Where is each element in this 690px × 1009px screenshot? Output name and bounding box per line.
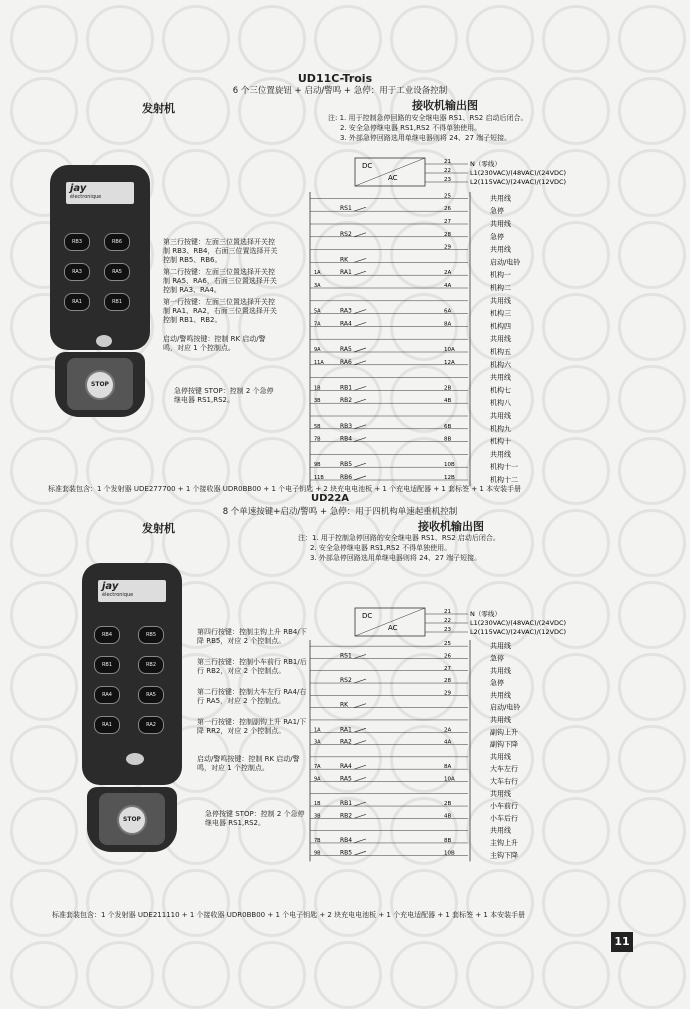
brand-sub: électronique [70,194,102,200]
relay-contact [354,399,366,403]
relay-label: RK [340,256,349,264]
function-label: 机构二 [490,284,511,292]
relay-label: RB2 [340,812,353,820]
terminal-number: 29 [444,690,451,697]
terminal-label-left: 1B [314,385,321,392]
relay-label: RA2 [340,738,352,746]
button-rb6[interactable]: RB6 [104,233,130,251]
function-label: 机构十二 [490,476,518,484]
function-label: 共用线 [490,450,511,459]
ac-label: AC [388,174,398,182]
annotation: 启动/警鸣按键：控制 RK 启动/警鸣，对应 1 个控制点。 [163,335,266,352]
button-ra2[interactable]: RA2 [138,716,164,734]
terminal-number: 23 [444,177,451,183]
notes-1 [328,113,628,143]
function-label: 共用线 [490,715,511,724]
terminal-label-left: 1B [314,801,321,808]
relay-contact [354,777,366,781]
terminal-label-left: 3B [314,398,321,405]
terminal-number: 4B [444,398,452,405]
relay-label: RB1 [340,384,353,392]
button-rb1[interactable]: RB1 [94,656,120,674]
terminal-number: 8B [444,436,452,443]
brand-plate [98,580,166,602]
subtitle-2: 8 个单速按键+启动/警鸣 + 急停：用于四机构单速起重机控制 [222,507,458,517]
relay-label: RA1 [340,269,352,277]
brand-sub: électronique [102,592,134,598]
function-label: 启动/电铃 [490,703,521,712]
relay-label: RB2 [340,397,353,405]
relay-label: RS1 [340,652,352,660]
watermark-circle [162,437,230,505]
terminal-number: 10A [444,347,455,353]
relay-label: RB3 [340,422,353,430]
transmitter-handle-2 [87,787,177,852]
package-contents-1: 标准套装包含：1 个发射器 UDE277700 + 1 个接收器 UDR0BB00 + 1 个电子钥匙 + 2 块充电电池板 + 1 个充电适配器 + 1 套标签 + 1 本安装手册 [48,485,522,493]
terminal-number: 4A [444,739,452,746]
terminal-label-left: 7B [314,837,321,844]
function-label: 小车前行 [490,802,518,811]
terminal-number: 22 [444,168,451,174]
terminal-label-left: 7B [314,436,321,443]
watermark-circle [314,869,382,937]
terminal-number: 29 [444,244,451,251]
watermark-circle [10,725,78,793]
power-function-label: L2(115VAC)/(24VAC)/(12VDC) [470,628,567,636]
watermark-circle [542,5,610,73]
terminal-number: 6A [444,308,452,315]
note-line: 3. 外部急停回路选用单继电器则将 24、27 端子短接。 [310,554,482,562]
power-function-label: L2(115VAC)/(24VAC)/(12VDC) [470,178,567,186]
function-label: 大车左行 [490,765,518,774]
relay-label: RA4 [340,763,352,771]
watermark-circle [618,77,686,145]
function-label: 机构八 [490,399,511,408]
watermark-circle [86,869,154,937]
function-label: 机构一 [490,271,511,280]
button-rb5[interactable]: RB5 [138,626,164,644]
power-function-label: N（零线） [470,160,501,168]
relay-label: RA5 [340,346,352,353]
watermark-circle [314,5,382,73]
terminal-label-left: 9A [314,776,321,783]
relay-contact [354,463,366,467]
watermark-circle [10,581,78,649]
watermark-circle [10,941,78,1009]
function-label: 主钩下降 [490,851,518,860]
watermark-circle [542,941,610,1009]
relay-contact [354,258,366,262]
relay-contact [354,425,366,429]
model-title-1: UD11C-Trois [297,72,373,85]
function-label: 共用线 [490,752,511,761]
terminal-number: 22 [444,618,451,624]
button-ra5[interactable]: RA5 [104,263,130,281]
watermark-circle [466,941,534,1009]
transmitter-handle-1 [55,352,145,417]
power-function-label: L1(230VAC)/(48VAC)/(24VDC) [470,169,567,177]
dc-label: DC [362,162,373,170]
relay-contact [354,851,366,855]
terminal-number: 8A [444,764,452,771]
relay-contact [354,438,366,442]
annotation: 第一行按键：左面三位置选择开关控制 RA1、RA2，右面三位置选择开关控制 RB1、RB2。 [163,298,277,324]
receiver-wiring-diagram-1 [290,150,660,484]
terminal-number: 25 [444,641,451,648]
annotation: 第四行按键：控制主钩上升 RB4/下降 RB5，对应 2 个控制点。 [197,628,307,645]
function-label: 共用线 [490,373,511,382]
watermark-circle [238,869,306,937]
function-label: 机构五 [490,348,511,356]
terminal-number: 28 [444,231,451,238]
terminal-number: 2A [444,270,452,277]
package-contents-2: 标准套装包含：1 个发射器 UDE211110 + 1 个接收器 UDR0BB00 + 1 个电子钥匙 + 2 块充电电池板 + 1 个充电适配器 + 1 套标签 + 1 本安装手册 [52,911,526,919]
terminal-label-left: 5A [314,308,321,315]
function-label: 共用线 [490,296,511,305]
brand-plate [66,182,134,204]
function-label: 副钩下降 [490,740,518,749]
function-label: 机构十一 [490,463,518,472]
terminal-number: 12B [444,475,455,481]
terminal-label-left: 7A [314,764,321,771]
watermark-circle [162,869,230,937]
transmitter-title-2: 发射机 [142,522,175,535]
watermark-circle [238,5,306,73]
watermark-circle [542,869,610,937]
terminal-label-left: 3B [314,813,321,820]
terminal-number: 10A [444,776,455,783]
function-label: 急停 [490,654,504,663]
relay-contact [354,310,366,314]
terminal-label-left: 7A [314,321,321,328]
watermark-circle [10,77,78,145]
relay-contact [354,322,366,326]
relay-label: RA1 [340,726,352,734]
transmitter-title-1: 发射机 [142,102,175,115]
page-number: 11 [611,932,633,952]
function-label: 机构四 [490,322,511,331]
terminal-number: 12A [444,359,455,366]
button-ra1[interactable]: RA1 [64,293,90,311]
annotation: 第三行按键：控制小车前行 RB1/后行 RB2，对应 2 个控制点。 [197,658,307,675]
annotation: 急停按键 STOP：控制 2 个急停继电器 RS1,RS2。 [174,387,274,404]
watermark-circle [390,869,458,937]
terminal-number: 27 [444,665,451,672]
button-rb3[interactable]: RB3 [64,233,90,251]
button-ra3[interactable]: RA3 [64,263,90,281]
relay-label: RB6 [340,474,353,481]
relay-contact [354,654,366,658]
function-label: 共用线 [490,691,511,700]
start-horn-button[interactable] [96,335,112,347]
function-label: 共用线 [490,220,511,228]
transmitter-body-2 [82,563,182,785]
dc-label: DC [362,612,373,620]
function-label: 启动/电铃 [490,258,521,267]
watermark-circle [466,869,534,937]
function-label: 小车后行 [490,814,518,823]
terminal-number: 4A [444,283,452,289]
watermark-circle [618,869,686,937]
watermark-circle [10,653,78,721]
note-line: 3. 外部急停回路选用单继电器则将 24、27 端子短接。 [340,134,512,142]
relay-label: RS2 [340,230,352,238]
terminal-number: 27 [444,219,451,225]
annotation: 启动/警鸣按键：控制 RK 启动/警鸣，对应 1 个控制点。 [197,755,300,772]
receiver-wiring-diagram-2 [290,600,660,865]
relay-contact [354,741,366,745]
terminal-label-left: 11B [314,475,324,481]
relay-label: RB5 [340,461,353,469]
function-label: 急停 [490,207,504,216]
relay-contact [354,704,366,708]
terminal-number: 23 [444,627,451,633]
terminal-label-left: 1A [314,727,321,734]
stop-button[interactable]: STOP [85,370,115,400]
button-ra5[interactable]: RA5 [138,686,164,704]
terminal-label-left: 11A [314,359,324,366]
notes-2 [298,533,598,563]
relay-contact [354,814,366,818]
terminal-label-left: 1A [314,270,321,277]
terminal-label-left: 9B [314,462,321,469]
power-function-label: N（零线） [470,610,501,618]
function-label: 大车右行 [490,777,518,786]
terminal-label-left: 5B [314,423,321,430]
brand-logo: jay [70,183,87,194]
terminal-label-left: 3A [314,283,321,289]
terminal-label-left: 9A [314,347,321,353]
receiver-title-1: 接收机输出图 [412,99,478,112]
watermark-circle [86,437,154,505]
transmitter-body-1 [50,165,150,350]
watermark-circle [618,509,686,577]
relay-label: RS1 [340,205,352,213]
function-label: 急停 [490,679,504,688]
ac-label: AC [388,624,398,632]
terminal-number: 2B [444,385,452,392]
function-label: 共用线 [490,335,511,344]
terminal-label-left: 9B [314,850,321,857]
terminal-number: 28 [444,678,451,685]
relay-contact [354,386,366,390]
terminal-number: 26 [444,653,451,660]
relay-contact [354,728,366,732]
annotation: 急停按键 STOP：控制 2 个急停继电器 RS1,RS2。 [205,810,305,827]
terminal-number: 26 [444,206,451,213]
function-label: 机构三 [490,309,511,318]
relay-label: RA6 [340,358,352,366]
watermark-circle [466,5,534,73]
function-label: 共用线 [490,789,511,798]
terminal-number: 2A [444,727,452,734]
terminal-number: 10B [444,462,455,469]
function-label: 共用线 [490,194,511,203]
relay-contact [354,765,366,769]
button-rb4[interactable]: RB4 [94,626,120,644]
function-label: 共用线 [490,642,511,651]
annotation: 第三行按键：左面三位置选择开关控制 RB3、RB4，右面三位置选择开关控制 RB5、RB6。 [163,238,278,264]
terminal-number: 6B [444,423,452,430]
receiver-title-2: 接收机输出图 [418,520,484,533]
relay-label: RB4 [340,435,353,443]
relay-contact [354,361,366,365]
terminal-number: 8B [444,837,452,844]
function-label: 机构九 [490,424,511,433]
relay-label: RB5 [340,849,353,857]
note-line: 2. 安全急停继电器 RS1,RS2 不得单独使用。 [340,124,482,132]
button-rb2[interactable]: RB2 [138,656,164,674]
annotation: 第二行按键：左面三位置选择开关控制 RA5、RA6，右面三位置选择开关控制 RA3、RA4。 [163,268,277,294]
function-label: 机构六 [490,360,511,369]
watermark-circle [390,941,458,1009]
function-label: 共用线 [490,412,511,420]
relay-label: RS2 [340,677,352,685]
relay-label: RB4 [340,836,353,844]
function-label: 机构十 [490,437,511,446]
function-label: 主钩上升 [490,838,518,847]
note-line: 注：1. 用于控制急停回路的安全继电器 RS1、RS2 启动后闭合。 [298,534,500,542]
terminal-number: 8A [444,321,452,328]
button-rb1[interactable]: RB1 [104,293,130,311]
watermark-circle [162,149,230,217]
watermark-circle [86,941,154,1009]
terminal-number: 2B [444,801,452,808]
stop-button[interactable]: STOP [117,805,147,835]
function-label: 急停 [490,232,504,241]
relay-label: RA5 [340,775,352,783]
relay-contact [354,802,366,806]
watermark-circle [238,941,306,1009]
relay-label: RA3 [340,307,352,315]
subtitle-1: 6 个三位置旋钮 + 启动/警鸣 + 急停：用于工业设备控制 [232,86,448,96]
function-label: 共用线 [490,826,511,835]
relay-contact [354,271,366,275]
power-function-label: L1(230VAC)/(48VAC)/(24VDC) [470,619,567,627]
button-ra4[interactable]: RA4 [94,686,120,704]
annotation: 第二行按键：控制大车左行 RA4/右行 RA5，对应 2 个控制点。 [197,688,307,705]
watermark-circle [238,509,306,577]
terminal-number: 25 [444,193,451,200]
watermark-circle [618,5,686,73]
brand-logo: jay [102,581,119,592]
function-label: 共用线 [490,666,511,675]
watermark-circle [314,941,382,1009]
relay-contact [354,679,366,683]
start-horn-button[interactable] [126,753,144,765]
function-label: 共用线 [490,245,511,254]
function-label: 机构七 [490,386,511,395]
watermark-circle [10,797,78,865]
relay-label: RK [340,701,349,709]
annotation: 第一行按键：控制副钩上升 RA1/下降 RR2，对应 2 个控制点。 [197,718,307,735]
relay-contact [354,207,366,211]
button-ra1[interactable]: RA1 [94,716,120,734]
terminal-number: 4B [444,813,452,820]
relay-contact [354,839,366,843]
model-title-2: UD22A [310,493,350,504]
terminal-number: 10B [444,850,455,857]
watermark-circle [10,5,78,73]
watermark-circle [162,5,230,73]
watermark-circle [390,5,458,73]
watermark-circle [86,5,154,73]
terminal-number: 21 [444,609,451,615]
relay-contact [354,233,366,237]
note-line: 2. 安全急停继电器 RS1,RS2 不得单独使用。 [310,544,452,552]
watermark-circle [10,509,78,577]
function-label: 副钩上升 [490,728,518,737]
relay-label: RB1 [340,800,353,808]
terminal-label-left: 3A [314,739,321,746]
watermark-circle [162,941,230,1009]
relay-contact [354,348,366,352]
watermark-circle [10,869,78,937]
note-line: 注: 1. 用于控制急停回路的安全继电器 RS1、RS2 启动后闭合。 [328,114,528,122]
relay-label: RA4 [340,320,352,328]
terminal-number: 21 [444,159,451,165]
watermark-circle [10,437,78,505]
